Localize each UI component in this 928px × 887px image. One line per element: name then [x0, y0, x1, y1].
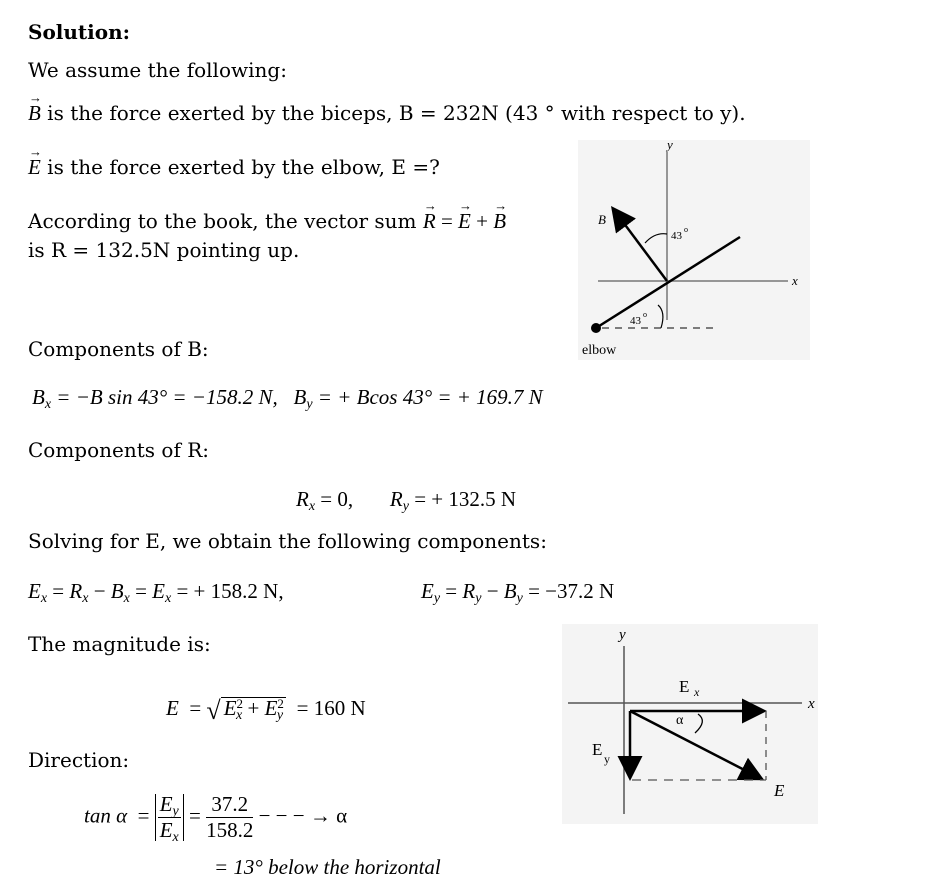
bottom-angle-label: 43 — [630, 315, 641, 327]
ex-subscript: x — [694, 685, 700, 699]
arm-forces-diagram — [578, 140, 810, 360]
magnitude-label: The magnitude is: — [28, 632, 211, 656]
figure-e-components — [562, 624, 818, 824]
vector-sum-result: is R = 132.5N pointing up. — [28, 238, 300, 262]
alpha-label: α — [676, 713, 684, 728]
top-angle-degree: o — [684, 225, 688, 234]
top-angle-label: 43 — [671, 230, 682, 242]
y-label: y — [667, 140, 673, 152]
r-components-equation: $R_x = 0$, $R_y$ = + 132.5 N — [296, 487, 517, 514]
solving-label: Solving for E, we obtain the following components: — [28, 529, 547, 553]
b-definition-text: is the force exerted by the biceps, B = 232N (43 ° with respect to y). — [40, 101, 746, 125]
ex-label: E — [679, 677, 690, 696]
components-b-label: Components of B: — [28, 337, 209, 361]
solution-heading: Solution: — [28, 20, 131, 44]
e-components-diagram — [562, 624, 818, 824]
x-label: x — [808, 696, 815, 712]
direction-label: Direction: — [28, 748, 130, 772]
vector-sum-text: According to the book, the vector sum — [28, 209, 423, 233]
ey-subscript: y — [604, 752, 610, 766]
vector-b-symbol: → B — [28, 103, 41, 124]
forearm-line — [596, 237, 740, 328]
vector-sum-line — [28, 211, 506, 232]
bottom-angle-degree: o — [643, 310, 647, 319]
vector-sum-equation: → R = → E + → B — [423, 209, 506, 233]
ex-equation: $E_x = R_x - B_x = E_x$ = + 158.2 N, — [28, 579, 284, 606]
tan-result: = 13° below the horizontal — [214, 855, 441, 879]
alpha-arc — [695, 714, 702, 733]
x-label: x — [792, 273, 798, 288]
top-angle-arc — [645, 234, 667, 243]
ey-label: E — [592, 740, 603, 759]
vector-e-symbol: → E — [28, 157, 41, 178]
elbow-label: elbow — [582, 343, 617, 358]
b-components-equation: $B_x = -B$ sin 43° = −158.2 N, $B_y$ = + Bcos 43° = + 169.7 N — [32, 385, 543, 412]
elbow-point — [591, 323, 601, 333]
e-resultant-arrow — [630, 711, 760, 778]
tan-equation: tan α = $\frac{E_y}{E_x}$ = $\frac{37.2}{158.2}$ − − − → α — [84, 792, 348, 845]
assumption-intro: We assume the following: — [28, 58, 287, 82]
components-r-label: Components of R: — [28, 438, 210, 462]
figure-arm-forces — [578, 140, 810, 360]
b-label: B — [598, 212, 606, 227]
e-definition — [28, 157, 440, 178]
biceps-force-arrow — [614, 210, 667, 281]
bottom-angle-arc — [658, 305, 663, 328]
e-label: E — [774, 781, 785, 800]
ey-equation: $E_y = R_y - B_y = -37.2$ N — [421, 579, 615, 606]
magnitude-equation: E = √ $E^2_x + E^2_y = 160$ N — [166, 696, 366, 725]
e-definition-text: is the force exerted by the elbow, E =? — [40, 155, 440, 179]
y-label: y — [619, 627, 626, 643]
b-definition — [28, 103, 746, 124]
